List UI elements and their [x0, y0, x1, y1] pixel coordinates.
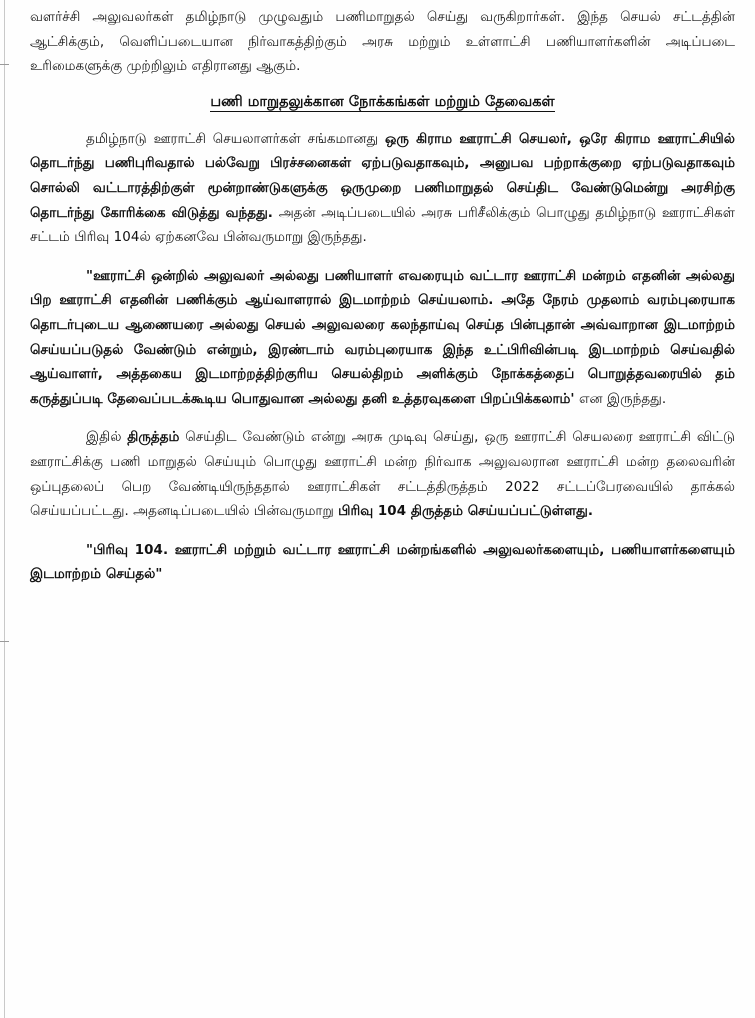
page-edge-line [4, 0, 5, 1018]
section-heading-text: பணி மாறுதலுக்கான நோக்கங்கள் மற்றும் தேவைகள் [210, 93, 555, 110]
paragraph-tail: அதன் அடிப்படையில் அரசு பரிசீலிக்கும் பொழுது தமிழ்நாடு ஊராட்சிகள் சட்டம் பிரிவு 104ல் ஏற்கனவே பின்வருமாறு இருந்தது. [30, 205, 735, 246]
paragraph-amendment [30, 426, 735, 524]
quoted-section-amended [30, 539, 735, 588]
paragraph-middle: செய்திட வேண்டும் என்று அரசு முடிவு செய்து, ஒரு ஊராட்சி செயலரை ஊராட்சி விட்டு ஊராட்சிக்கு பணி மாறுதல் செய்யும் பொழுது ஊராட்சி மன்ற நிர்வாக அலுவலரான ஊராட்சி மன்ற தலைவரின் ஒப்புதலைப் பெற வேண்டியிருந்ததால் ஊராட்சிகள் சட்டத்திருத்தம் 2022 சட்டப்பேரவையில் தாக்கல் செய்யப்பட்டது. அதனடிப்படையில் பின்வருமாறு [30, 430, 735, 520]
section-heading [30, 90, 735, 114]
paragraph-association-request [30, 128, 735, 251]
paragraph-emphasis: திருத்தம் [127, 430, 180, 446]
paragraph-continuation: வளர்ச்சி அலுவலர்கள் தமிழ்நாடு முழுவதும் பணிமாறுதல் செய்து வருகிறார்கள். இந்த செயல் சட்டத்தின் ஆட்சிக்கும், வெளிப்படையான நிர்வாகத்திற்கும் அரசு மற்றும் உள்ளாட்சி பணியாளர்களின் அடிப்படை உரிமைகளுக்கு முற்றிலும் எதிரானது ஆகும். [30, 10, 735, 75]
paragraph-lead: இதில் [86, 430, 128, 446]
quote-bold-text: "ஊராட்சி ஒன்றில் அலுவலர் அல்லது பணியாளர் எவரையும் வட்டார ஊராட்சி மன்றம் எதனின் அல்லது பிற ஊராட்சி எதனின் பணிக்கும் ஆய்வாளரால் இடமாற்றம் செய்யலாம். அதே நேரம் முதலாம் வரம்புரையாக தொடர்புடைய ஆணையரை அல்லது செயல் அலுவலரை கலந்தாய்வு செய்த பின்புதான் அவ்வாறான இடமாற்றம் செய்யப்படுதல் வேண்டும் என்றும், இரண்டாம் வரம்புரையாக இந்த உட்பிரிவின்படி இடமாற்றம் செய்வதில் ஆய்வாளர், அத்தகைய இடமாற்றத்திற்குரிய செயல்திறம் அளிக்கும் நோக்கத்தைப் பொறுத்தவரையில் தம் கருத்துப்படி தேவைப்படக்கூடிய பொதுவான அல்லது தனி உத்தரவுகளை பிறப்பிக்கலாம்' [30, 268, 735, 407]
quote-bold-text: "பிரிவு 104. ஊராட்சி மற்றும் வட்டார ஊராட்சி மன்றங்களில் அலுவலர்களையும், பணியாளர்களையும் இடமாற்றம் செய்தல்" [30, 542, 735, 583]
quoted-section-original [30, 265, 735, 413]
document-body [30, 6, 735, 588]
quote-tail: என இருந்தது. [574, 391, 667, 407]
page-edge-tick [0, 64, 9, 65]
paragraph-emphasis-section: பிரிவு 104 திருத்தம் செய்யப்பட்டுள்ளது. [338, 504, 594, 520]
page-edge-tick [0, 641, 9, 642]
paragraph-emphasis: ஒரு கிராம ஊராட்சி செயலர், ஒரே கிராம ஊராட்சியில் தொடர்ந்து பணிபுரிவதால் பல்வேறு பிரச்சனைகள் ஏற்படுவதாகவும், அனுபவ பற்றாக்குறை ஏற்படுவதாகவும் சொல்லி வட்டாரத்திற்குள் மூன்றாண்டுகளுக்கு ஒருமுறை பணிமாறுதல் செய்திட வேண்டுமென்று அரசிற்கு தொடர்ந்து கோரிக்கை விடுத்து வந்தது. [30, 131, 735, 221]
paragraph-lead: தமிழ்நாடு ஊராட்சி செயலாளர்கள் சங்கமானது [86, 131, 386, 147]
